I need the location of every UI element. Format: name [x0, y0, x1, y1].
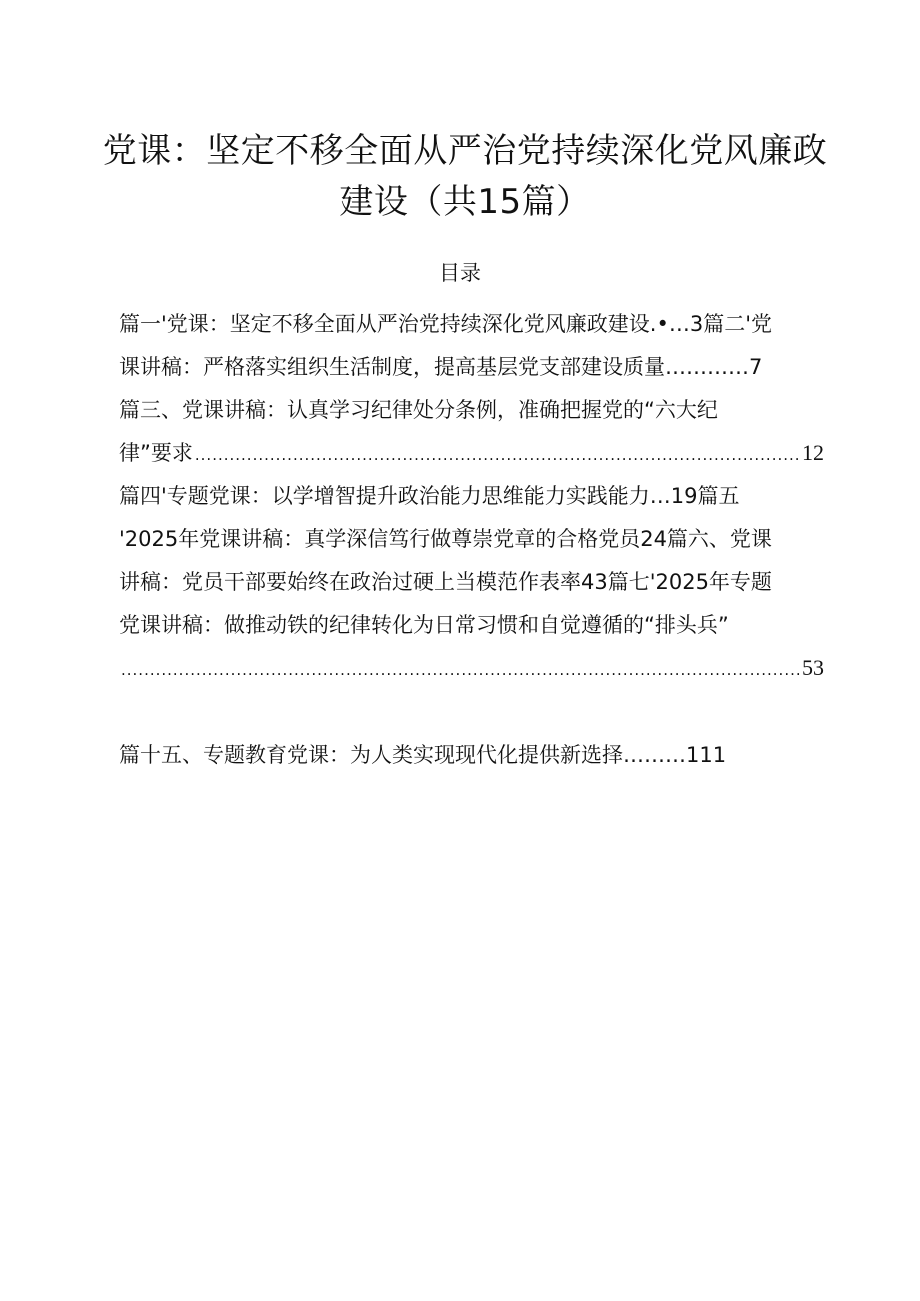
toc-line[interactable]: 篇一'党课：坚定不移全面从严治党持续深化党风廉政建设.•…3篇二'党 — [119, 312, 772, 336]
toc-line[interactable]: 篇十五、专题教育党课：为人类实现现代化提供新选择………111 — [119, 743, 727, 767]
toc-line[interactable]: 讲稿：党员干部要始终在政治过硬上当模范作表率43篇七'2025年专题 — [119, 570, 772, 594]
toc-line[interactable] — [119, 434, 824, 472]
toc-line[interactable]: 篇三、党课讲稿：认真学习纪律处分条例，准确把握党的“六大纪 — [119, 398, 718, 422]
toc-line[interactable]: 党课讲稿：做推动铁的纪律转化为日常习惯和自觉遵循的“排头兵” — [119, 613, 729, 637]
toc-line[interactable]: 篇四'专题党课：以学增智提升政治能力思维能力实践能力…19篇五 — [119, 484, 740, 508]
toc-dot-leader — [121, 651, 802, 687]
toc-line[interactable]: 课讲稿：严格落实组织生活制度，提高基层党支部建设质量…………7 — [119, 355, 763, 379]
document-title-line-2: 建设（共15篇） — [339, 182, 591, 222]
toc-page-number: 53 — [802, 655, 824, 680]
toc-page-number: 12 — [802, 440, 824, 465]
toc-heading: 目录 — [439, 261, 481, 285]
toc-entry-text: 律”要求 — [119, 441, 193, 465]
toc-dot-leader — [195, 436, 802, 472]
toc-line[interactable]: '2025年党课讲稿：真学深信笃行做尊崇党章的合格党员24篇六、党课 — [119, 527, 772, 551]
document-title — [100, 126, 830, 228]
document-title-line-1: 党课：坚定不移全面从严治党持续深化党风廉政 — [102, 131, 828, 171]
toc-line[interactable] — [119, 649, 824, 687]
